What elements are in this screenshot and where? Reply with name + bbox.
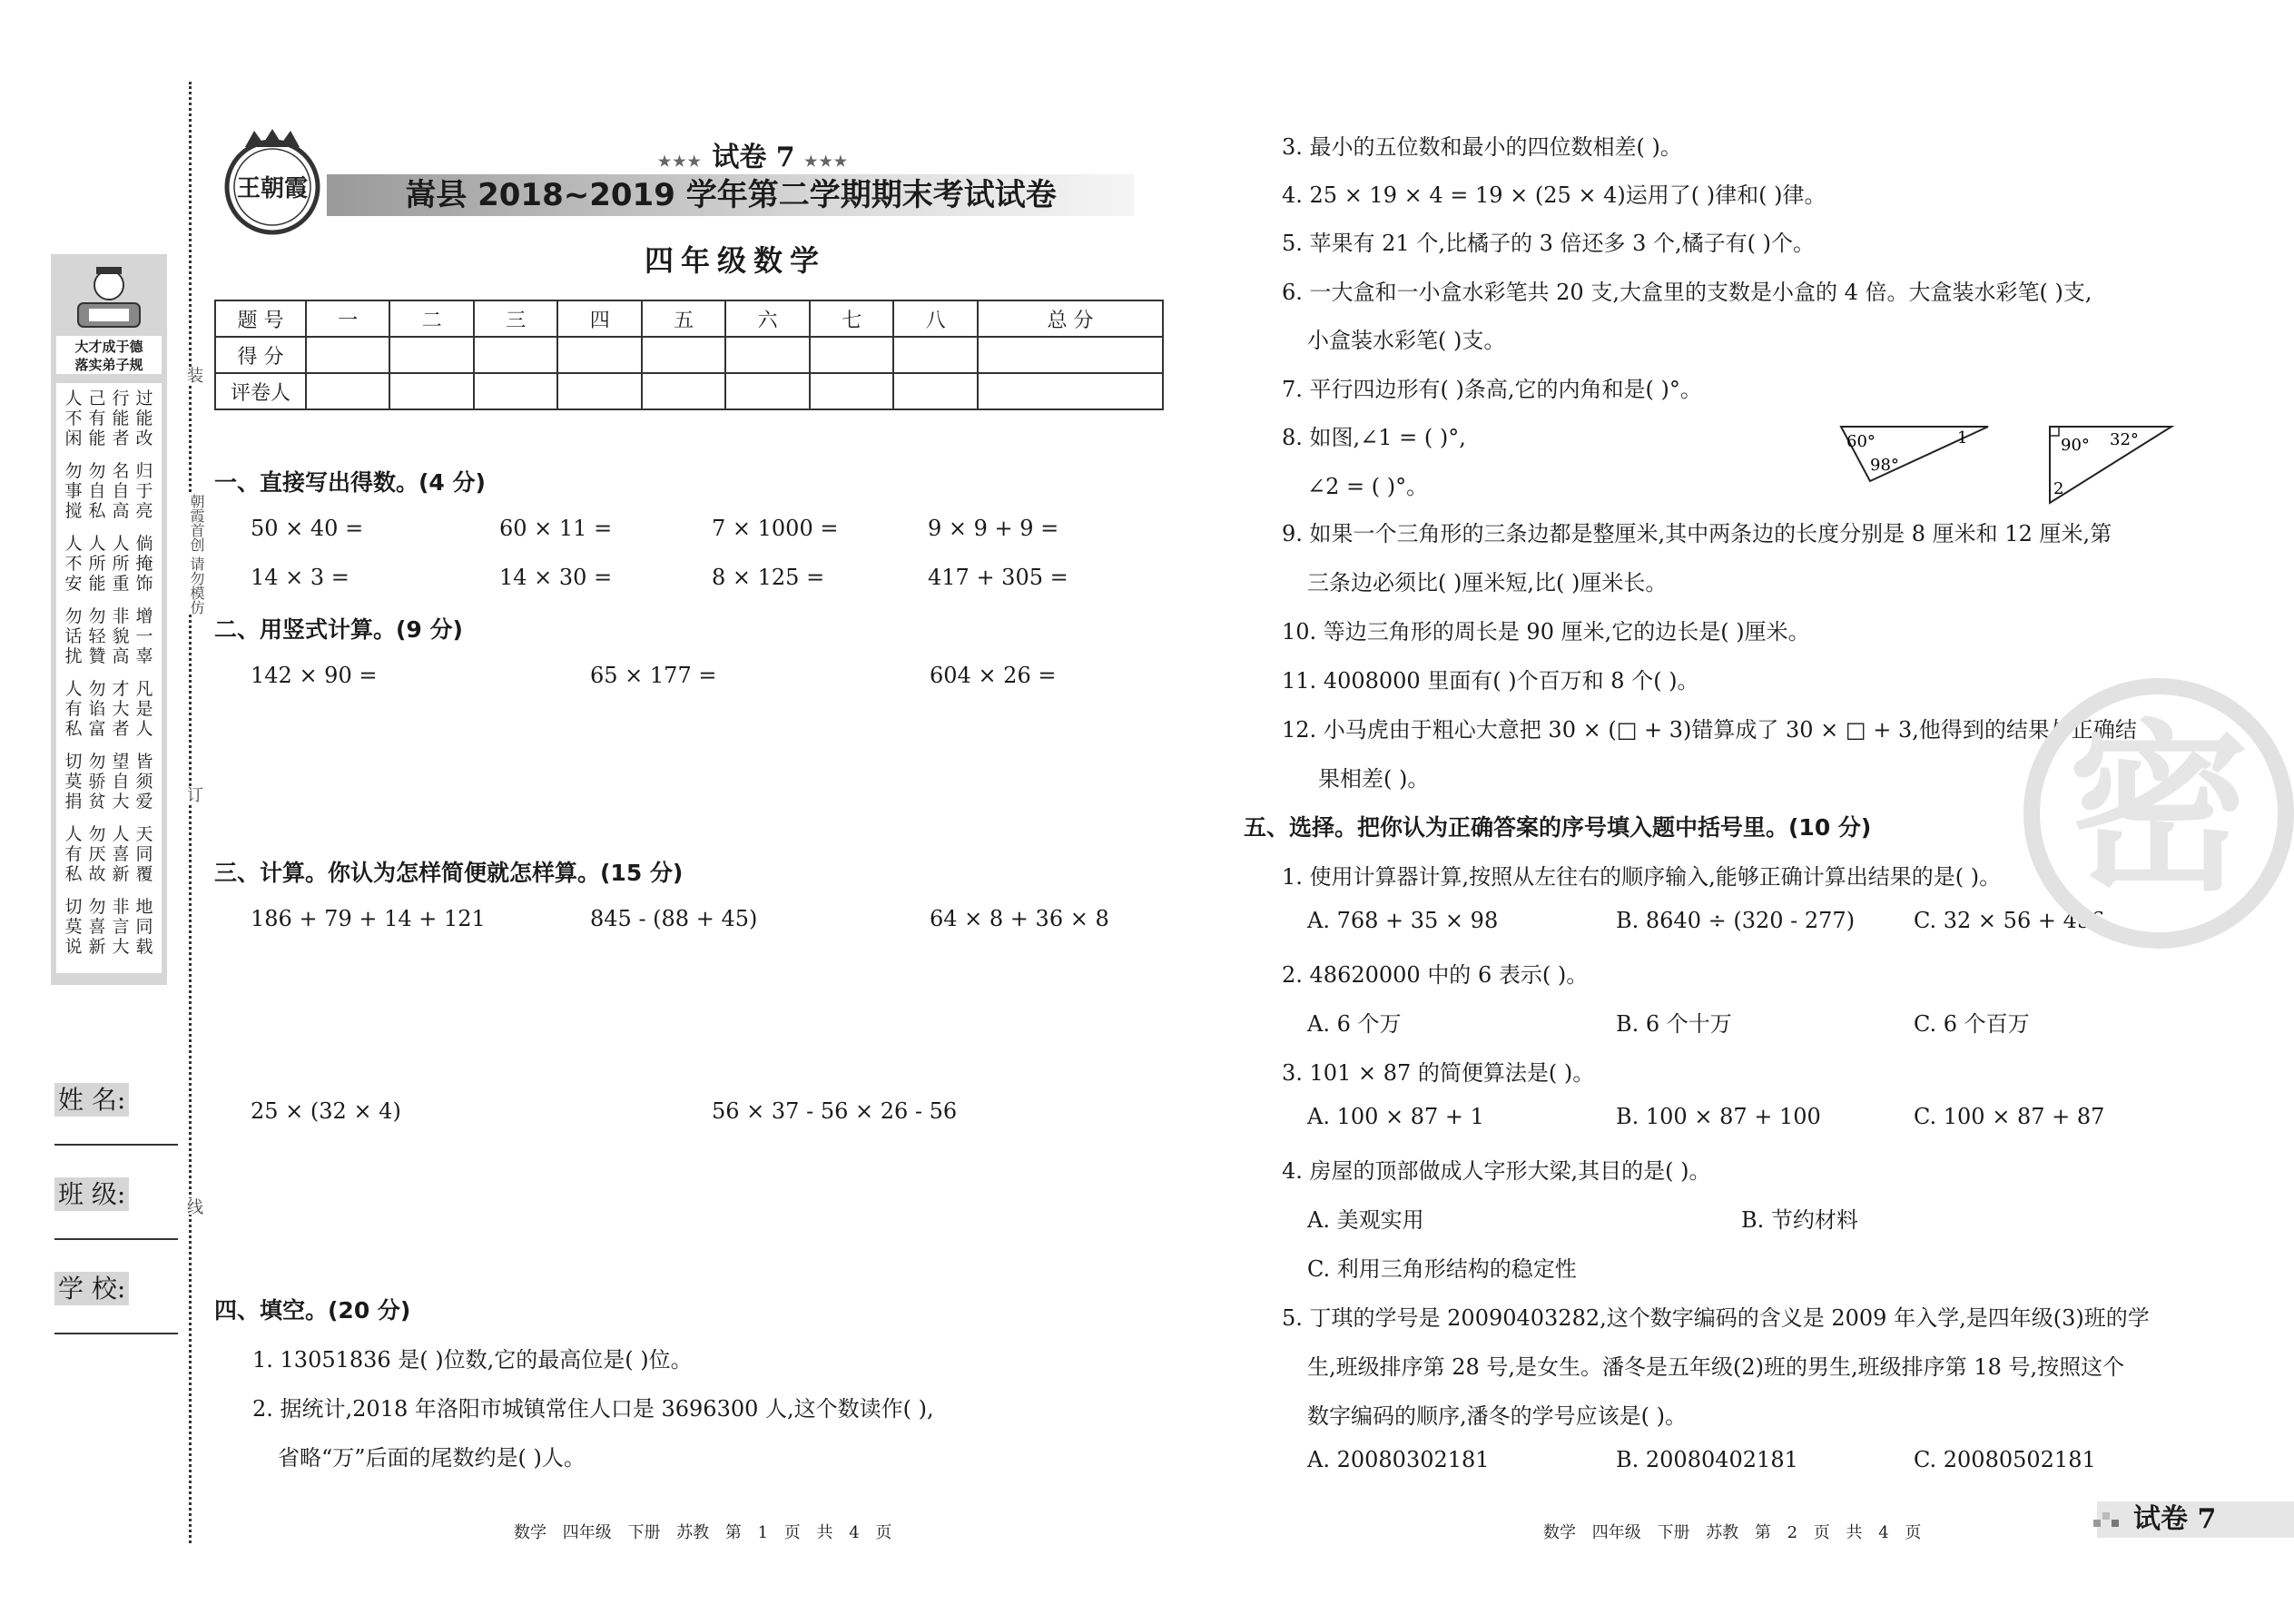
rule-column: 望 自 大 xyxy=(112,752,130,812)
s2-item-3: 604 × 26 = xyxy=(930,663,1057,688)
s4-q10: 10. 等边三角形的周长是 90 厘米,它的边长是( )厘米。 xyxy=(1282,619,1810,645)
section2-title: 二、用竖式计算。(9 分) xyxy=(214,616,463,643)
s5-q4-opt-b: B. 节约材料 xyxy=(1741,1207,1858,1233)
rule-column: 行 能 者 xyxy=(112,389,130,448)
fig1-angle-c: 1 xyxy=(1957,428,1968,448)
rule-column: 人 喜 新 xyxy=(112,824,130,884)
section5-title: 五、选择。把你认为正确答案的序号填入题中括号里。(10 分) xyxy=(1244,814,1872,841)
s4-q4: 4. 25 × 19 × 4 = 19 × (25 × 4)运用了( )律和( )律。 xyxy=(1282,182,1826,208)
rule-block xyxy=(64,461,154,521)
s4-q9-line1: 9. 如果一个三角形的三条边都是整厘米,其中两条边的长度分别是 8 厘米和 12 厘米,第 xyxy=(1282,521,2112,546)
fig2-angle-a: 90° xyxy=(2061,436,2090,455)
s1-item-3: 7 × 1000 = xyxy=(712,516,839,541)
cut-label-zhuang: 装 xyxy=(172,367,205,383)
rule-column: 勿 厌 故 xyxy=(88,824,106,884)
s1-item-2: 60 × 11 = xyxy=(499,516,613,541)
s5-q3-opt-c: C. 100 × 87 + 87 xyxy=(1914,1104,2105,1129)
section1-title: 一、直接写出得数。(4 分) xyxy=(214,469,486,496)
paper-tag: 试卷 7 xyxy=(2097,1501,2294,1538)
s5-q1-opt-c: C. 32 × 56 + 456 xyxy=(1914,908,2105,933)
s5-q4-opt-a: A. 美观实用 xyxy=(1307,1207,1424,1233)
score-row: 得 分 xyxy=(215,337,1163,373)
rule-column: 凡 是 人 xyxy=(135,679,153,739)
rule-block xyxy=(64,534,154,594)
s4-q8-line1: 8. 如图,∠1 = ( )°, xyxy=(1282,425,1466,450)
rule-block xyxy=(64,389,154,448)
rule-column: 皆 须 爱 xyxy=(135,752,153,812)
s5-q5-opt-b: B. 20080402181 xyxy=(1616,1447,1798,1472)
rule-column: 勿 事 搅 xyxy=(64,461,83,521)
s4-q5: 5. 苹果有 21 个,比橘子的 3 倍还多 3 个,橘子有( )个。 xyxy=(1282,231,1815,256)
s5-q4: 4. 房屋的顶部做成人字形大梁,其目的是( )。 xyxy=(1282,1158,1711,1184)
grader-row: 评卷人 xyxy=(215,373,1163,409)
s3-item-3: 64 × 8 + 36 × 8 xyxy=(930,906,1109,931)
s4-q12-line2: 果相差( )。 xyxy=(1318,766,1430,792)
rule-column: 人 不 闲 xyxy=(64,389,83,448)
s5-q5-line1: 5. 丁琪的学号是 20090403282,这个数字编码的含义是 2009 年入学,是四年级(3)班的学 xyxy=(1282,1305,2150,1331)
s5-q5-line2: 生,班级排序第 28 号,是女生。潘冬是五年级(2)班的男生,班级排序第 18 号,按照这个 xyxy=(1307,1354,2125,1380)
s5-q1-opt-b: B. 8640 ÷ (320 - 277) xyxy=(1616,908,1856,933)
conduct-rules xyxy=(56,383,162,973)
footer-right: 数学 四年级 下册 苏教 第 2 页 共 4 页 xyxy=(1543,1523,1922,1542)
rule-column: 切 莫 说 xyxy=(64,897,83,957)
s5-q1: 1. 使用计算器计算,按照从左往右的顺序输入,能够正确计算出结果的是( )。 xyxy=(1282,864,2002,890)
cut-label-notice: 朝霞首创 请勿模仿 xyxy=(172,494,205,615)
s5-q2-opt-b: B. 6 个十万 xyxy=(1616,1011,1732,1037)
s5-q5-line3: 数字编码的顺序,潘冬的学号应该是( )。 xyxy=(1307,1403,1687,1429)
s3-item-4: 25 × (32 × 4) xyxy=(251,1098,401,1124)
fig2-angle-b: 32° xyxy=(2110,430,2139,449)
rule-column: 人 有 私 xyxy=(64,679,83,739)
cut-label-ding: 订 xyxy=(172,786,205,802)
cut-line xyxy=(189,82,192,1543)
fig2-angle-c: 2 xyxy=(2053,479,2064,498)
fig1-angle-a: 60° xyxy=(1846,432,1876,451)
s4-q12-line1: 12. 小马虎由于粗心大意把 30 × (□ + 3)错算成了 30 × □ + 3,他得到的结果与正确结 xyxy=(1282,717,2137,743)
rule-column: 人 所 能 xyxy=(88,534,106,594)
rule-column: 勿 谄 富 xyxy=(88,679,106,739)
s4-q7: 7. 平行四边形有( )条高,它的内角和是( )°。 xyxy=(1282,377,1702,402)
s4-q3: 3. 最小的五位数和最小的四位数相差( )。 xyxy=(1282,134,1682,160)
rule-column: 天 同 覆 xyxy=(135,824,153,884)
s3-item-1: 186 + 79 + 14 + 121 xyxy=(251,906,486,931)
footer-left: 数学 四年级 下册 苏教 第 1 页 共 4 页 xyxy=(514,1523,892,1542)
s5-q5-opt-c: C. 20080502181 xyxy=(1914,1447,2096,1472)
svg-text:王朝霞: 王朝霞 xyxy=(236,175,309,202)
s5-q2: 2. 48620000 中的 6 表示( )。 xyxy=(1282,962,1589,988)
s4-q11: 11. 4008000 里面有( )个百万和 8 个( )。 xyxy=(1282,668,1699,694)
rule-column: 才 大 者 xyxy=(112,679,130,739)
rule-column: 勿 话 扰 xyxy=(64,606,83,666)
tag-squares-icon xyxy=(2093,1511,2121,1529)
rule-block xyxy=(64,824,154,884)
rule-column: 人 所 重 xyxy=(112,534,130,594)
svg-text:密: 密 xyxy=(2067,704,2250,916)
rule-block xyxy=(64,679,154,739)
triangle-figure-2 xyxy=(2044,421,2181,508)
s5-q4-opt-c: C. 利用三角形结构的稳定性 xyxy=(1307,1256,1577,1282)
exam-title: 嵩县 2018~2019 学年第二学期期末考试试卷 xyxy=(405,177,1057,213)
rule-column: 己 有 能 xyxy=(88,389,106,448)
s5-q1-opt-a: A. 768 + 35 × 98 xyxy=(1307,908,1499,933)
rule-column: 非 貌 高 xyxy=(112,606,130,666)
rule-column: 勿 轻 贊 xyxy=(88,606,106,666)
s5-q3-opt-b: B. 100 × 87 + 100 xyxy=(1616,1104,1821,1129)
s2-item-2: 65 × 177 = xyxy=(590,663,717,688)
secret-watermark xyxy=(2023,677,2294,950)
s1-item-4: 9 × 9 + 9 = xyxy=(928,516,1059,541)
fig1-angle-b: 98° xyxy=(1870,456,1899,475)
triangle-figure-1 xyxy=(1834,421,1997,487)
s4-q9-line2: 三条边必须比( )厘米短,比( )厘米长。 xyxy=(1307,570,1668,595)
score-table xyxy=(214,300,1164,410)
s4-q1: 1. 13051836 是( )位数,它的最高位是( )位。 xyxy=(252,1347,693,1373)
secret-seal-icon xyxy=(2023,677,2294,950)
s5-q2-opt-c: C. 6 个百万 xyxy=(1914,1011,2030,1037)
name-field[interactable]: 姓 名: xyxy=(54,1080,178,1117)
school-field[interactable]: 学 校: xyxy=(54,1269,178,1305)
rule-column: 过 能 改 xyxy=(135,389,153,448)
s3-item-2: 845 - (88 + 45) xyxy=(590,906,758,931)
s1-item-5: 14 × 3 = xyxy=(251,565,350,590)
rule-column: 名 自 高 xyxy=(112,461,130,521)
s1-item-8: 417 + 305 = xyxy=(928,565,1068,590)
subject-title: 四年级数学 xyxy=(644,243,826,278)
rule-column: 勿 骄 贫 xyxy=(88,752,106,812)
s4-q8-line2: ∠2 = ( )°。 xyxy=(1307,474,1429,499)
brand-logo-icon xyxy=(218,127,327,236)
s1-item-7: 8 × 125 = xyxy=(712,565,825,590)
rule-column: 勿 自 私 xyxy=(88,461,106,521)
rule-column: 非 言 大 xyxy=(112,897,130,957)
rule-column: 人 不 安 xyxy=(64,534,83,594)
s5-q2-opt-a: A. 6 个万 xyxy=(1307,1011,1402,1037)
rule-column: 切 莫 捐 xyxy=(64,752,83,812)
rule-column: 增 一 辜 xyxy=(135,606,153,666)
rule-column: 人 有 私 xyxy=(64,824,83,884)
class-field[interactable]: 班 级: xyxy=(54,1175,178,1211)
s4-q2-line2: 省略“万”后面的尾数约是( )人。 xyxy=(278,1445,586,1471)
section3-title: 三、计算。你认为怎样简便就怎样算。(15 分) xyxy=(214,860,684,886)
rule-column: 勿 喜 新 xyxy=(88,897,106,957)
motto: 大才成于德 落实弟子规 xyxy=(56,336,162,374)
rule-column: 地 同 载 xyxy=(135,897,153,957)
s5-q3-opt-a: A. 100 × 87 + 1 xyxy=(1307,1104,1484,1129)
rule-block xyxy=(64,606,154,666)
s5-q3: 3. 101 × 87 的简便算法是( )。 xyxy=(1282,1060,1595,1086)
cut-label-xian: 线 xyxy=(172,1198,205,1215)
score-table-header-row: 题 号 一 二 三 四 五 六 七 八 总 分 xyxy=(215,300,1163,337)
rule-column: 归 于 亮 xyxy=(135,461,153,521)
rule-column: 倘 掩 饰 xyxy=(135,534,153,594)
s5-q5-opt-a: A. 20080302181 xyxy=(1307,1447,1490,1472)
binding-strip xyxy=(51,254,167,985)
s4-q6-line2: 小盒装水彩笔( )支。 xyxy=(1307,328,1506,353)
s4-q2-line1: 2. 据统计,2018 年洛阳市城镇常住人口是 3696300 人,这个数读作( ), xyxy=(252,1396,934,1422)
rule-block xyxy=(64,752,154,812)
s1-item-1: 50 × 40 = xyxy=(251,516,364,541)
paper-number: ★★★ 试卷 7 ★★★ xyxy=(657,142,850,173)
s2-item-1: 142 × 90 = xyxy=(251,663,378,688)
s4-q6-line1: 6. 一大盒和一小盒水彩笔共 20 支,大盒里的支数是小盒的 4 倍。大盒装水彩笔( )支, xyxy=(1282,280,2092,305)
section4-title: 四、填空。(20 分) xyxy=(214,1297,411,1324)
s1-item-6: 14 × 30 = xyxy=(499,565,613,590)
rule-block xyxy=(64,897,154,957)
scholar-mascot-icon xyxy=(69,260,149,334)
s3-item-5: 56 × 37 - 56 × 26 - 56 xyxy=(712,1098,958,1124)
